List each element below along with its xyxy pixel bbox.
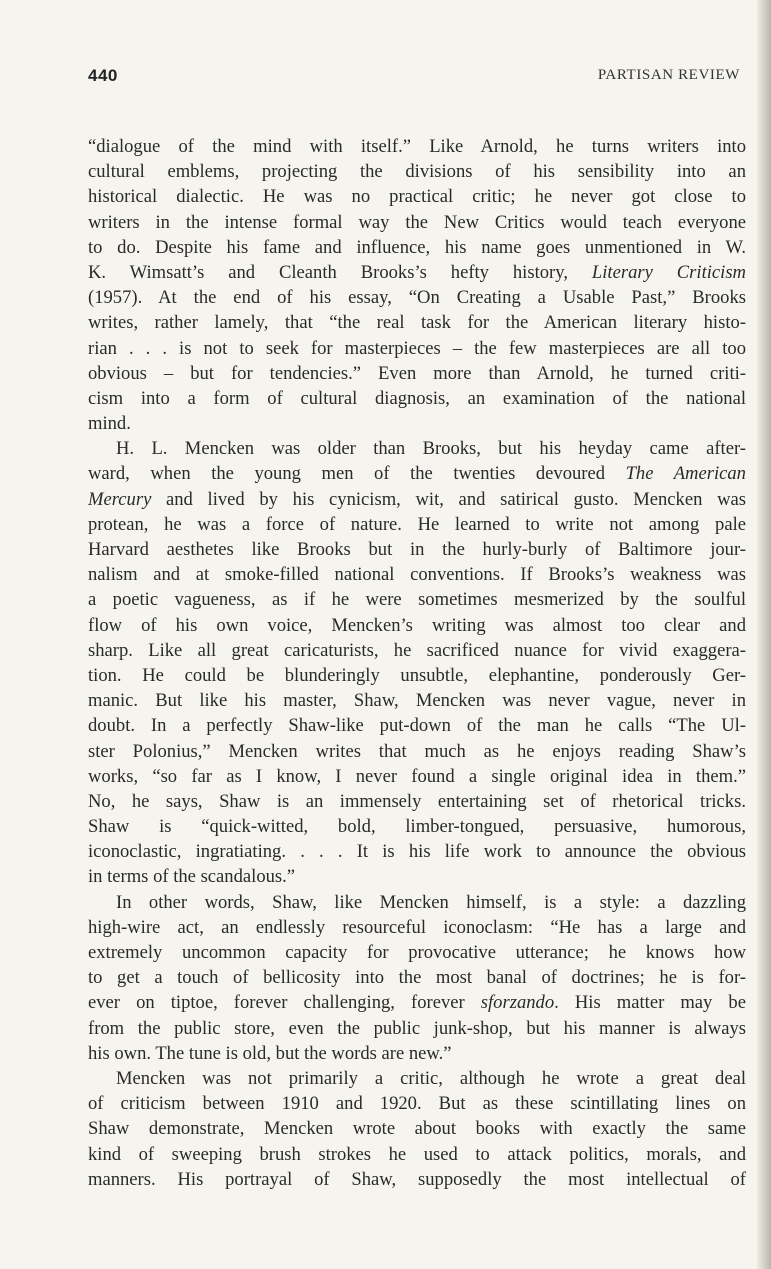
text-line <box>88 235 746 260</box>
text-line <box>88 285 746 310</box>
text-line <box>88 1041 746 1066</box>
line-text: a poetic vagueness, as if he were sometimes mesmerized by the soulful <box>88 589 746 611</box>
line-text: cultural emblems, projecting the divisions of his sensibility into an <box>88 161 746 183</box>
text-line <box>88 1091 746 1116</box>
line-text: “dialogue of the mind with itself.” Like Arnold, he turns writers into <box>88 136 746 157</box>
line-text: protean, he was a force of nature. He learned to write not among pale <box>88 513 746 535</box>
text-line <box>88 487 746 512</box>
line-text: K. Wimsatt’s and Cleanth Brooks’s hefty history, <box>88 261 592 283</box>
line-text: and lived by his cynicism, wit, and satirical gusto. Mencken was <box>151 488 746 510</box>
line-text: nalism and at smoke-filled national conventions. If Brooks’s weakness was <box>88 564 746 586</box>
text-line <box>88 990 746 1015</box>
line-text: Shaw demonstrate, Mencken wrote about books with exactly the same <box>88 1118 746 1140</box>
text-line <box>88 739 746 764</box>
line-text: works, “so far as I know, I never found a single original idea in them.” <box>88 765 746 787</box>
line-text: rian . . . is not to seek for masterpieces – the few masterpieces are all too <box>88 337 746 359</box>
italic-term: sforzando <box>480 992 555 1014</box>
text-line <box>88 159 746 184</box>
line-text: his own. The tune is old, but the words are new.” <box>88 1042 452 1064</box>
line-text: ster Polonius,” Mencken writes that much as he enjoys reading Shaw’s <box>88 740 746 762</box>
line-text: Harvard aesthetes like Brooks but in the hurly-burly of Baltimore jour- <box>88 539 746 560</box>
text-line <box>88 713 746 738</box>
line-text: doubt. In a perfectly Shaw-like put-down of the man he calls “The Ul- <box>88 715 746 737</box>
line-text: extremely uncommon capacity for provocative utterance; he knows how <box>88 942 746 963</box>
text-line <box>88 436 746 461</box>
line-text: cism into a form of cultural diagnosis, an examination of the national <box>88 387 746 409</box>
text-line <box>88 210 746 235</box>
line-text: kind of sweeping brush strokes he used to attack politics, morals, and <box>88 1143 746 1165</box>
text-line <box>88 1116 746 1141</box>
line-text: ward, when the young men of the twenties devoured <box>88 463 626 485</box>
line-text: In other words, Shaw, like Mencken himself, is a style: a dazzling <box>116 891 746 913</box>
line-text-after: . His matter may be <box>554 992 746 1014</box>
text-line <box>88 411 746 436</box>
line-text: historical dialectic. He was no practical critic; he never got close to <box>88 186 746 208</box>
line-text: No, he says, Shaw is an immensely entertaining set of rhetorical tricks. <box>88 790 746 812</box>
line-text: mind. <box>88 413 131 435</box>
text-line <box>88 512 746 537</box>
line-text: H. L. Mencken was older than Brooks, but his heyday came after- <box>116 438 746 460</box>
line-text: Mencken was not primarily a critic, although he wrote a great deal <box>116 1067 746 1089</box>
body-text <box>88 134 746 1192</box>
line-text: in terms of the scandalous.” <box>88 866 296 888</box>
line-text: writes, rather lamely, that “the real task for the American literary histo- <box>88 312 746 334</box>
text-line <box>88 663 746 688</box>
text-line <box>88 361 746 386</box>
line-text: to do. Despite his fame and influence, his name goes unmentioned in W. <box>88 236 746 258</box>
text-line <box>88 789 746 814</box>
text-line <box>88 688 746 713</box>
text-line <box>88 839 746 864</box>
text-line <box>88 613 746 638</box>
line-text: to get a touch of bellicosity into the most banal of doctrines; he is for- <box>88 967 746 989</box>
text-line <box>88 1016 746 1041</box>
line-text: tion. He could be blunderingly unsubtle, elephantine, ponderously Ger- <box>88 664 746 686</box>
text-line <box>88 940 746 965</box>
text-line <box>88 537 746 562</box>
text-line <box>88 915 746 940</box>
line-text: (1957). At the end of his essay, “On Creating a Usable Past,” Brooks <box>88 287 746 309</box>
running-head <box>88 66 740 90</box>
text-line <box>88 587 746 612</box>
line-text: of criticism between 1910 and 1920. But as these scintillating lines on <box>88 1093 746 1115</box>
page-edge-shadow <box>757 0 771 1269</box>
text-line <box>88 134 746 159</box>
line-text: high-wire act, an endlessly resourceful iconoclasm: “He has a large and <box>88 916 746 938</box>
line-text: manic. But like his master, Shaw, Mencken was never vague, never in <box>88 690 746 712</box>
text-line <box>88 1167 746 1192</box>
text-line <box>88 184 746 209</box>
text-line <box>88 864 746 889</box>
page-number: 440 <box>88 66 118 85</box>
italic-term: Literary Criticism <box>591 261 746 283</box>
text-line <box>88 764 746 789</box>
text-line <box>88 1142 746 1167</box>
text-line <box>88 965 746 990</box>
line-text: writers in the intense formal way the New Critics would teach everyone <box>88 211 746 233</box>
line-text: Shaw is “quick-witted, bold, limber-tongued, persuasive, humorous, <box>88 816 746 838</box>
line-text: sharp. Like all great caricaturists, he sacrificed nuance for vivid exaggera- <box>88 639 746 661</box>
text-line <box>88 638 746 663</box>
line-text: flow of his own voice, Mencken’s writing was almost too clear and <box>88 614 746 636</box>
text-line <box>88 562 746 587</box>
text-line <box>88 260 746 285</box>
text-line <box>88 336 746 361</box>
text-line <box>88 890 746 915</box>
italic-term: The American <box>625 463 746 485</box>
italic-title: Mercury <box>88 488 152 510</box>
line-text: iconoclastic, ingratiating. . . . It is his life work to announce the obvious <box>88 841 746 863</box>
line-text: obvious – but for tendencies.” Even more than Arnold, he turned criti- <box>88 362 746 384</box>
text-line <box>88 310 746 335</box>
line-text: from the public store, even the public junk-shop, but his manner is always <box>88 1017 746 1039</box>
text-line <box>88 386 746 411</box>
line-text: ever on tiptoe, forever challenging, forever <box>88 992 481 1014</box>
journal-title: PARTISAN REVIEW <box>597 67 740 83</box>
text-line <box>88 1066 746 1091</box>
text-line <box>88 814 746 839</box>
text-line <box>88 461 746 486</box>
line-text: manners. His portrayal of Shaw, supposedly the most intellectual of <box>88 1168 746 1190</box>
